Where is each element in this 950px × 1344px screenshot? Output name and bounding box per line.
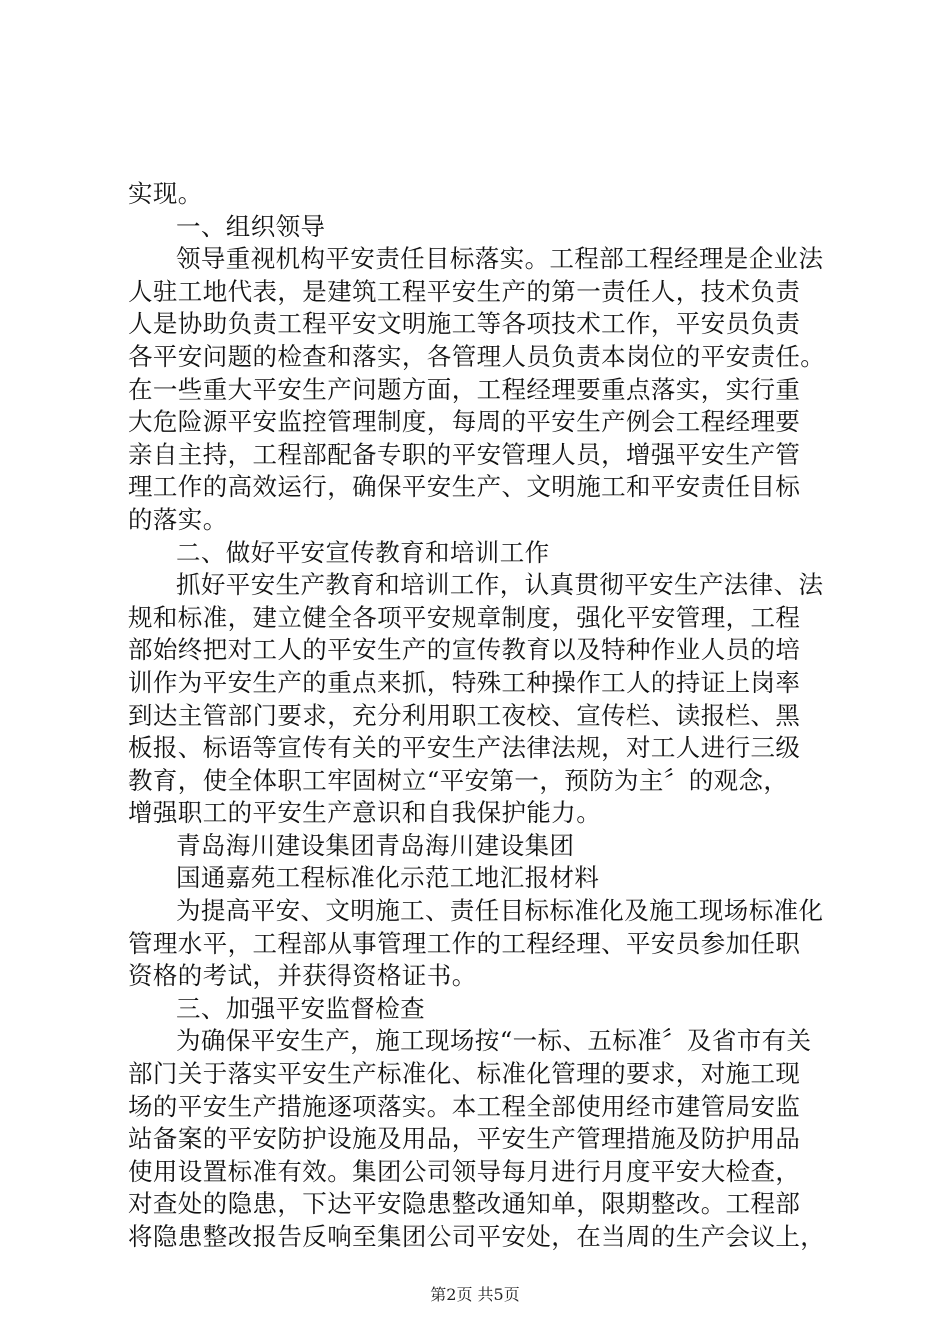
text-line: 青岛海川建设集团青岛海川建设集团 <box>176 830 575 860</box>
text-line: 部始终把对工人的平安生产的宣传教育以及特种作业人员的培 <box>128 635 801 665</box>
text-line: 规和标准，建立健全各项平安规章制度，强化平安管理，工程 <box>128 602 801 632</box>
text-line: 实现。 <box>128 179 203 208</box>
text-line: 板报、标语等宣传有关的平安生产法律法规，对工人进行三级 <box>128 733 801 763</box>
text-line: 教育，使全体职工牢固树立“平安第一，预防为主〞的观念， <box>128 765 789 795</box>
text-line: 场的平安生产措施逐项落实。本工程全部使用经市建管局安监 <box>128 1091 801 1121</box>
text-line: 理工作的高效运行，确保平安生产、文明施工和平安责任目标 <box>128 472 801 502</box>
text-line: 对查处的隐患，下达平安隐患整改通知单，限期整改。工程部 <box>128 1189 801 1219</box>
text-line: 增强职工的平安生产意识和自我保护能力。 <box>128 798 602 828</box>
text-line: 三、加强平安监督检查 <box>176 993 425 1023</box>
text-line: 人驻工地代表，是建筑工程平安生产的第一责任人，技术负责 <box>128 276 801 306</box>
text-line: 大危险源平安监控管理制度，每周的平安生产例会工程经理要 <box>128 407 801 437</box>
text-line: 使用设置标准有效。集团公司领导每月进行月度平安大检查， <box>128 1156 801 1186</box>
text-line: 部门关于落实平安生产标准化、标准化管理的要求，对施工现 <box>128 1059 801 1089</box>
text-line: 各平安问题的检查和落实，各管理人员负责本岗位的平安责任。 <box>128 341 826 371</box>
text-line: 为确保平安生产，施工现场按“一标、五标准〞及省市有关 <box>176 1026 812 1056</box>
text-line: 训作为平安生产的重点来抓，特殊工种操作工人的持证上岗率 <box>128 667 801 697</box>
text-line: 一、组织领导 <box>176 211 326 241</box>
text-line: 管理水平，工程部从事管理工作的工程经理、平安员参加任职 <box>128 928 801 958</box>
text-line: 到达主管部门要求，充分利用职工夜校、宣传栏、读报栏、黑 <box>128 700 801 730</box>
text-line: 二、做好平安宣传教育和培训工作 <box>176 537 550 567</box>
text-line: 抓好平安生产教育和培训工作，认真贯彻平安生产法律、法 <box>176 570 824 600</box>
text-line: 在一些重大平安生产问题方面，工程经理要重点落实，实行重 <box>128 374 801 404</box>
text-line: 人是协助负责工程平安文明施工等各项技术工作，平安员负责 <box>128 309 801 339</box>
text-line: 亲自主持，工程部配备专职的平安管理人员，增强平安生产管 <box>128 439 801 469</box>
page-footer: 第2页 共5页 <box>430 1285 520 1304</box>
text-line: 为提高平安、文明施工、责任目标标准化及施工现场标准化 <box>176 896 824 926</box>
text-line: 资格的考试，并获得资格证书。 <box>128 961 477 991</box>
text-line: 国通嘉苑工程标准化示范工地汇报材料 <box>176 863 600 893</box>
text-line: 的落实。 <box>128 504 228 534</box>
text-line: 领导重视机构平安责任目标落实。工程部工程经理是企业法 <box>176 244 824 274</box>
document-body <box>128 178 848 1254</box>
text-line: 站备案的平安防护设施及用品，平安生产管理措施及防护用品 <box>128 1124 801 1154</box>
text-line: 将隐患整改报告反响至集团公司平安处，在当周的生产会议上， <box>128 1222 826 1251</box>
